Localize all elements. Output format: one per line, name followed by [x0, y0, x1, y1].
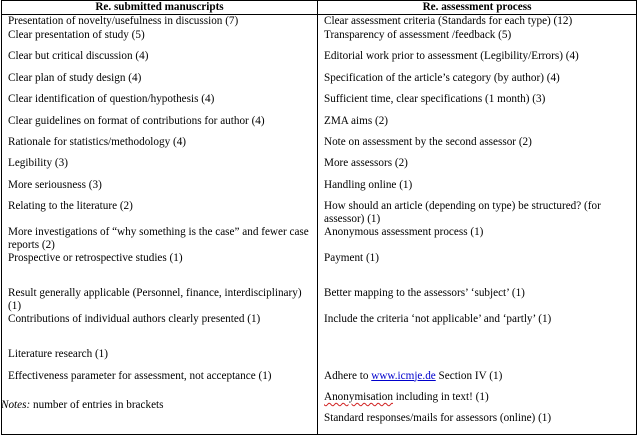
table-cell: Clear presentation of study (5) [2, 29, 318, 50]
icmje-link[interactable]: www.icmje.de [371, 369, 436, 382]
table-cell: Note on assessment by the second assessor (2) [318, 136, 637, 157]
table-row [2, 226, 637, 252]
anonymisation-rest: including in text! (1) [393, 390, 489, 403]
table-cell: Contributions of individual authors clearly presented (1) [2, 313, 318, 348]
table-cell: Clear identification of question/hypothesis (4) [2, 93, 318, 114]
table-cell [318, 348, 637, 369]
results-table [1, 0, 637, 435]
table-cell: Sufficient time, clear specifications (1 month) (3) [318, 93, 637, 114]
table-row [2, 370, 637, 391]
table-cell: Prospective or retrospective studies (1) [2, 252, 318, 287]
table-cell: How should an article (depending on type) be structured? (for assessor) (1) [318, 200, 637, 226]
table-row [2, 136, 637, 157]
anonymisation-word: Anonymisation [324, 390, 393, 403]
table-cell: Presentation of novelty/usefulness in discussion (7) [2, 15, 318, 30]
table-row [2, 313, 637, 348]
table-cell: Standard responses/mails for assessors (online) (1) [318, 412, 637, 435]
column-header-manuscripts: Re. submitted manuscripts [2, 1, 318, 15]
table-cell: Clear assessment criteria (Standards for each type) (12) [318, 15, 637, 30]
notes-text: number of entries in brackets [30, 399, 164, 411]
table-row [2, 15, 637, 30]
table-cell: Specification of the article’s category (by author) (4) [318, 72, 637, 93]
table-cell: Relating to the literature (2) [2, 200, 318, 226]
table-cell [318, 391, 637, 412]
table-notes [1, 399, 164, 412]
document-page [1, 0, 636, 435]
table-row [2, 200, 637, 226]
table-cell: More assessors (2) [318, 157, 637, 178]
table-row [2, 179, 637, 200]
table-row [2, 29, 637, 50]
table-cell: Better mapping to the assessors’ ‘subject’ (1) [318, 287, 637, 313]
table-cell: Effectiveness parameter for assessment, not acceptance (1) [2, 370, 318, 391]
table-cell [318, 370, 637, 391]
table-cell: Rationale for statistics/methodology (4) [2, 136, 318, 157]
table-cell: Clear guidelines on format of contributions for author (4) [2, 115, 318, 136]
table-cell: Payment (1) [318, 252, 637, 287]
table-row [2, 115, 637, 136]
table-row [2, 287, 637, 313]
table-cell: Handling online (1) [318, 179, 637, 200]
table-cell: Editorial work prior to assessment (Legibility/Errors) (4) [318, 50, 637, 71]
table-row [2, 50, 637, 71]
table-cell: Clear but critical discussion (4) [2, 50, 318, 71]
table-cell: Transparency of assessment /feedback (5) [318, 29, 637, 50]
table-row [2, 252, 637, 287]
adhere-prefix: Adhere to [324, 369, 372, 382]
table-row [2, 348, 637, 369]
table-cell: More investigations of “why something is the case” and fewer case reports (2) [2, 226, 318, 252]
table-row [2, 157, 637, 178]
adhere-suffix: Section IV (1) [435, 369, 503, 382]
table-cell: Legibility (3) [2, 157, 318, 178]
table-cell: Clear plan of study design (4) [2, 72, 318, 93]
table-header-row [2, 1, 637, 15]
table-cell: Literature research (1) [2, 348, 318, 369]
table-row [2, 72, 637, 93]
table-cell: ZMA aims (2) [318, 115, 637, 136]
notes-label: Notes: [1, 399, 31, 411]
table-cell: More seriousness (3) [2, 179, 318, 200]
table-cell: Include the criteria ‘not applicable’ and ‘partly’ (1) [318, 313, 637, 348]
table-row [2, 93, 637, 114]
table-cell: Result generally applicable (Personnel, finance, interdisciplinary) (1) [2, 287, 318, 313]
table-cell: Anonymous assessment process (1) [318, 226, 637, 252]
column-header-assessment: Re. assessment process [318, 1, 637, 15]
table-cell [2, 412, 318, 435]
table-row [2, 412, 637, 435]
